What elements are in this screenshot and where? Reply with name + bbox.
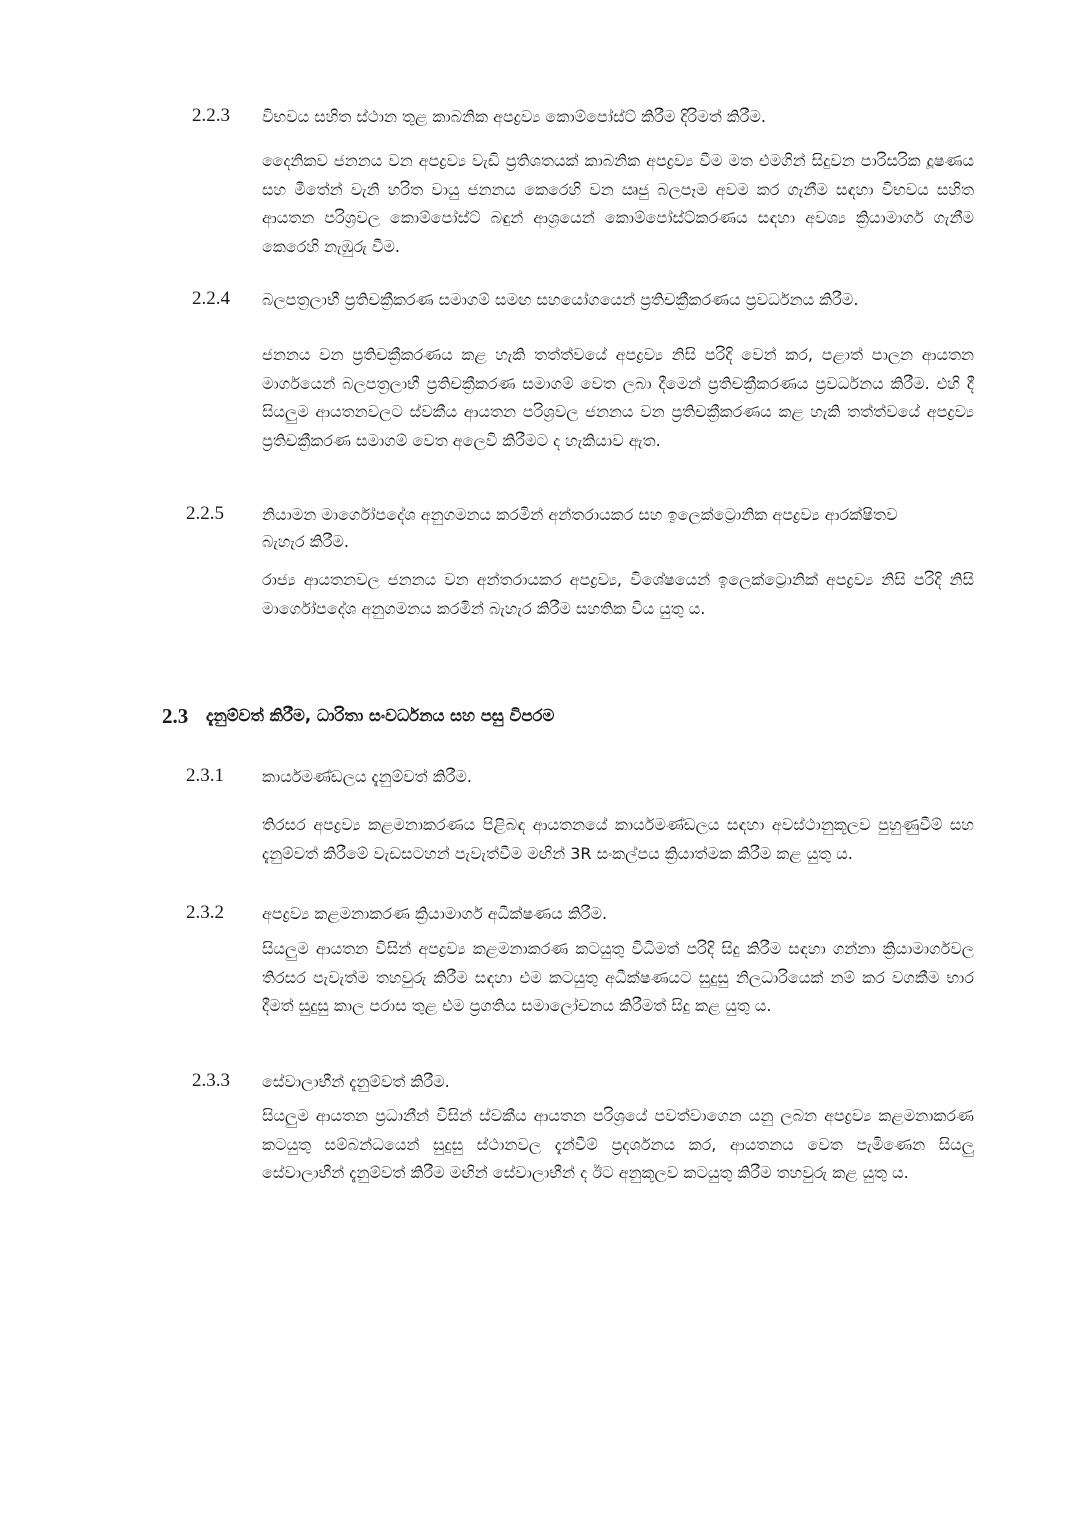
- subsection-number: 2.3.3: [192, 1070, 230, 1091]
- subsection-number: 2.2.5: [186, 503, 224, 524]
- subsection-heading: කාර්යමණ්ඩලය දැනුම්වත් කිරීම.: [262, 767, 472, 786]
- subsection-number: 2.2.3: [192, 105, 230, 126]
- subsection-heading: අපද්‍රව්‍ය කළමනාකරණ ක්‍රියාමාර්ග අධීක්ෂණය කිරීම.: [262, 904, 608, 923]
- subsection-number: 2.3.2: [186, 902, 224, 923]
- subsection-body: දෛනිකව ජනනය වන අපද්‍රව්‍ය වැඩි ප්‍රතිශතයක් කාබනික අපද්‍රව්‍ය වීම මත එමගින් සිදුවන පාරිසරික දූෂණය සහ මීතේන් වැනි හරිත වායු ජනනය කෙරෙහි වන ඍජු බලපෑම අවම කර ගැනීම සඳහා විභවය සහිත ආයතන පරිශ්‍රවල කොම්පෝස්ට් බඳුන් ආශ්‍රයෙන් කොම්පෝස්ට්කරණය සඳහා අවශ්‍ය ක්‍රියාමාර්ග ගැනීම කෙරෙහි නැඹුරු වීම.: [262, 151, 974, 256]
- subsection-number: 2.3.1: [186, 765, 224, 786]
- subsection-number: 2.2.4: [192, 288, 230, 309]
- subsection-heading: සේවාලාභීන් දැනුම්වත් කිරීම.: [262, 1072, 450, 1091]
- subsection-heading: නියාමන මාර්ගෝපදේශ අනුගමනය කරමින් අන්තරායකර සහ ඉලෙක්ට්‍රොනික අපද්‍රව්‍ය ආරක්ෂිතව බැහැර කිරීම.: [262, 505, 898, 551]
- subsection-body: තිරසර අපද්‍රව්‍ය කළමනාකරණය පිළිබඳ ආයතනයේ කාර්යමණ්ඩලය සඳහා අවස්ථානුකූලව පුහුණුවීම් සහ දැනුම්වත් කිරීමේ වැඩසටහන් පැවැත්වීම මඟින් 3R සංකල්පය ක්‍රියාත්මක කිරීම කළ යුතු ය.: [262, 815, 974, 863]
- section-number: 2.3: [162, 704, 189, 728]
- subsection-body: සියලුම ආයතන ප්‍රධානීන් විසින් ස්වකීය ආයතන පරිශ්‍රයේ පවත්වාගෙන යනු ලබන අපද්‍රව්‍ය කළමනාකරණ කටයුතු සම්බන්ධයෙන් සුදුසු ස්ථානවල දැන්වීම් ප්‍රදර්ශනය කර, ආයතනය වෙත පැමිණෙන සියලු සේවාලාභීන් දැනුම්වත් කිරීම මඟින් සේවාලාභීන් ද ඊට අනුකූලව කටයුතු කිරීම තහවුරු කළ යුතු ය.: [262, 1106, 974, 1183]
- subsection-body: සියලුම ආයතන විසින් අපද්‍රව්‍ය කළමනාකරණ කටයුතු විධිමත් පරිදි සිදු කිරීම සඳහා ගන්නා ක්‍රියාමාර්ගවල තිරසර පැවැත්ම තහවුරු කිරීම සඳහා එම කටයුතු අධීක්ෂණයට සුදුසු නිලධාරියෙක් නම් කර වගකීම භාර දීමත් සුදුසු කාල පරාස තුළ එම ප්‍රගතිය සමාලෝචනය කිරීමත් සිදු කළ යුතු ය.: [262, 939, 974, 1016]
- section-title: දැනුම්වත් කිරීම, ධාරිතා සංවර්ධනය සහ පසු විපරම: [206, 706, 555, 725]
- subsection-heading: විභවය සහිත ස්ථාන තුළ කාබනික අපද්‍රව්‍ය කොම්පෝස්ට් කිරීම දිරිමත් කිරීම.: [262, 107, 767, 126]
- subsection-heading: බලපත්‍රලාභී ප්‍රතිචක්‍රීකරණ සමාගම් සමඟ සහයෝගයෙන් ප්‍රතිචක්‍රීකරණය ප්‍රවර්ධනය කිරීම.: [262, 290, 859, 309]
- subsection-body: ජනනය වන ප්‍රතිචක්‍රීකරණය කළ හැකි තත්ත්වයේ අපද්‍රව්‍ය නිසි පරිදි වෙන් කර, පළාත් පාලන ආයතන මාර්ගයෙන් බලපත්‍රලාභී ප්‍රතිචක්‍රීකරණ සමාගම් වෙත ලබා දීමෙන් ප්‍රතිචක්‍රීකරණය ප්‍රවර්ධනය කිරීම. එහි දී සියලුම ආයතනවලට ස්වකීය ආයතන පරිශ්‍රවල ජනනය වන ප්‍රතිචක්‍රීකරණය කළ හැකි තත්ත්වයේ අපද්‍රව්‍ය ප්‍රතිචක්‍රීකරණ සමාගම් වෙත අලෙවි කිරීමට ද හැකියාව ඇත.: [262, 345, 974, 450]
- subsection-body: රාජ්‍ය ආයතනවල ජනනය වන අන්තරායකර අපද්‍රව්‍ය, විශේෂයෙන් ඉලෙක්ට්‍රොනික් අපද්‍රව්‍ය නිසි පරිදි නිසි මාර්ගෝපදේශ අනුගමනය කරමින් බැහැර කිරීම සහතික විය යුතු ය.: [262, 570, 974, 618]
